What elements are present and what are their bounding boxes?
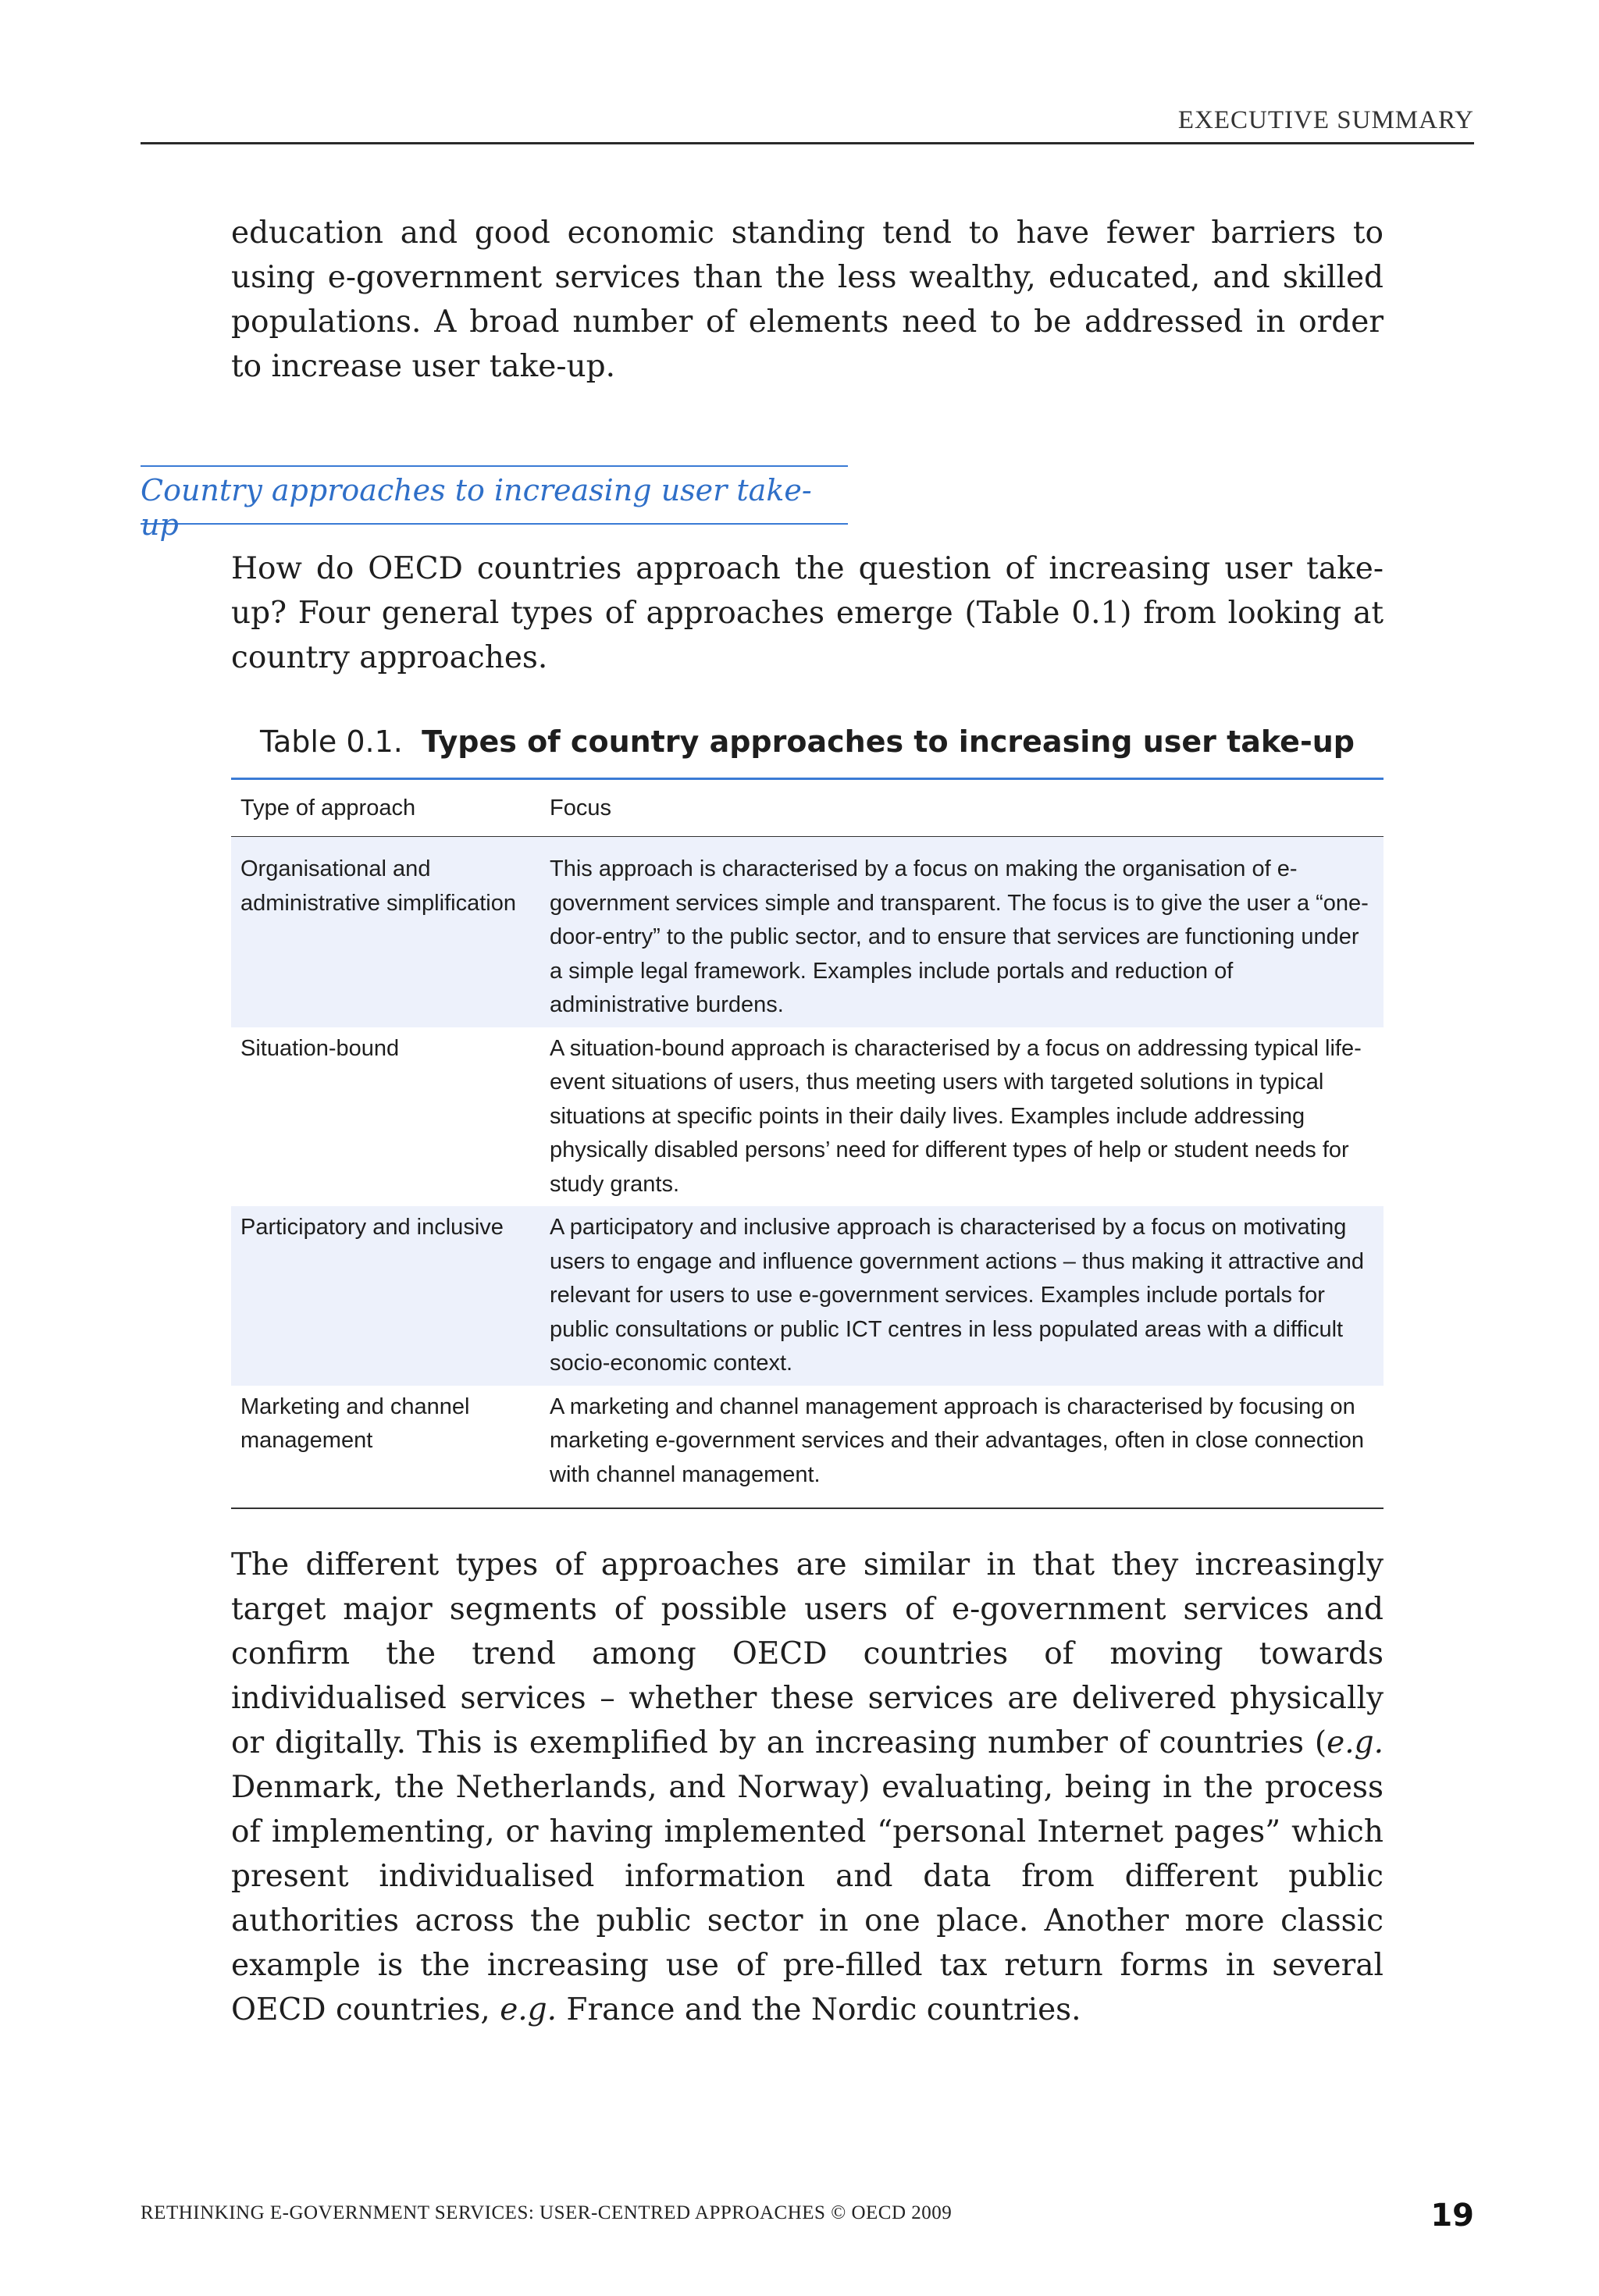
table-caption-number: Table 0.1.: [260, 724, 403, 759]
approaches-table: [231, 778, 1384, 1509]
section-title: Country approaches to increasing user take-up: [141, 473, 812, 542]
table-row: [231, 1027, 1384, 1207]
approach-focus-cell: This approach is characterised by a focus on making the organisation of e-government services simple and transparent. The focus is to give the user a “one-door-entry” to the public sector, and to ensure that services are functioning under a simple legal framework. Examples include portals and reduction of administrative burdens.: [550, 856, 1369, 1017]
intro-paragraph: education and good economic standing tend to have fewer barriers to using e-government services than the less wealthy, educated, and skilled populations. A broad number of elements need to be addressed in order to increase user take-up.: [231, 215, 1384, 384]
approach-type-cell: Situation-bound: [240, 1035, 400, 1061]
page-footer: [141, 2198, 1474, 2237]
eg-abbreviation: e.g.: [1327, 1725, 1384, 1760]
approach-type-cell: Organisational and administrative simplification: [240, 856, 516, 916]
table-header-row: [231, 780, 1384, 837]
approach-focus-cell: A marketing and channel management approach is characterised by focusing on marketing e-government services and their advantages, often in close connection with channel management.: [550, 1394, 1364, 1487]
question-paragraph: How do OECD countries approach the question of increasing user take-up? Four general types of approaches emerge (Table 0.1) from looking at country approaches.: [231, 551, 1384, 675]
table-row: [231, 837, 1384, 1027]
approach-type-cell: Participatory and inclusive: [240, 1215, 504, 1240]
table-row: [231, 1386, 1384, 1508]
closing-text-part-1: The different types of approaches are similar in that they increasingly target major segments of possible users of e-government services and confirm the trend among OECD countries of moving towards individualised services – whether these services are delivered physically or digitally. This is exemplified by an increasing number of countries (: [231, 1547, 1384, 1760]
closing-paragraph: [231, 1543, 1384, 2032]
approach-focus-cell: A situation-bound approach is characterised by a focus on addressing typical life-event situations of users, thus meeting users with targeted solutions in typical situations at specific points in their daily lives. Examples include addressing physically disabled persons’ need for different types of help or student needs for study grants.: [550, 1035, 1362, 1197]
closing-text-part-3: France and the Nordic countries.: [557, 1992, 1081, 2027]
page-header: [141, 103, 1474, 144]
approach-type-cell: Marketing and channel management: [240, 1394, 470, 1453]
table-row: [231, 1206, 1384, 1386]
closing-text-part-2: Denmark, the Netherlands, and Norway) evaluating, being in the process of implementing, or having implemented “personal Internet pages” which present individualised information and data from different public authorities across the public sector in one place. Another more classic example is the increasing use of pre-filled tax return forms in several OECD countries,: [231, 1770, 1384, 2027]
column-header-focus: Focus: [550, 795, 611, 821]
eg-abbreviation: e.g.: [500, 1992, 557, 2027]
running-header-title: EXECUTIVE SUMMARY: [1177, 106, 1474, 134]
approach-focus-cell: A participatory and inclusive approach is characterised by a focus on motivating users to engage and influence government actions – thus making it attractive and relevant for users to use e-government services. Examples include portals for public consultations or public ICT centres in less populated areas with a difficult socio-economic context.: [550, 1215, 1365, 1376]
column-header-type: Type of approach: [240, 795, 416, 821]
section-heading: [141, 465, 848, 542]
footer-publication-title: RETHINKING E-GOVERNMENT SERVICES: USER-CENTRED APPROACHES © OECD 2009: [141, 2202, 953, 2223]
table-caption: [231, 724, 1384, 759]
table-caption-title: Types of country approaches to increasing user take-up: [422, 724, 1355, 759]
page-number: 19: [1430, 2198, 1474, 2234]
